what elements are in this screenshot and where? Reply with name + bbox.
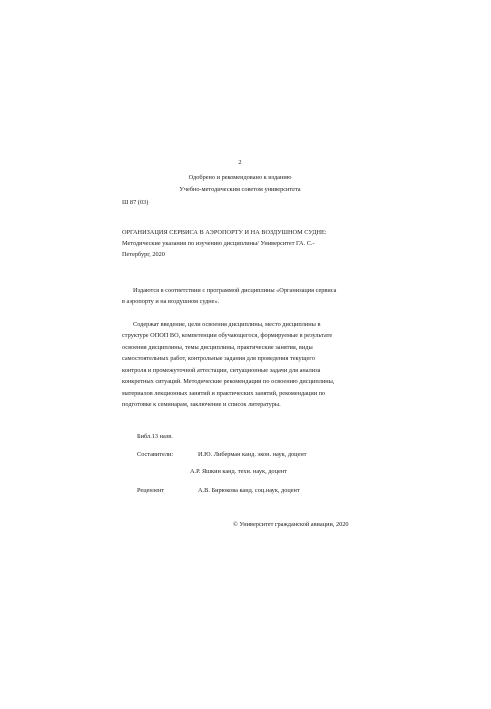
reviewer-name: А.В. Бирюкова канд. соц.наук, доцент <box>198 487 300 494</box>
intro-line-1: Издаются в соответствии с программой дисциплины «Организация сервиса <box>133 287 337 294</box>
contents-line-5: контроля и промежуточной аттестации, ситуационные задачи для анализа <box>122 367 321 374</box>
bibliography-count: Библ.13 назв. <box>137 433 173 440</box>
compiler-1: И.Ю. Либерман канд. экон. наук, доцент <box>198 451 307 458</box>
classification-code: Ш 87 (03) <box>122 199 149 206</box>
compilers-label: Составители: <box>137 451 174 458</box>
contents-line-3: освоения дисциплины, темы дисциплины, практические занятия, виды <box>122 344 313 351</box>
contents-line-8: подготовке к семинарам, заключение и список литературы. <box>122 401 281 408</box>
contents-line-2: структуре ОПОП ВО, компетенции обучающегося, формируемые в результате <box>122 332 333 339</box>
copyright-line: © Университет гражданской авиации, 2020 <box>233 521 349 528</box>
contents-line-1: Содержат введение, цели освоения дисциплины, место дисциплины в <box>133 321 321 328</box>
intro-line-2: в аэропорту и на воздушном судне». <box>122 298 220 305</box>
approval-line-2: Учебно-методическим советом университета <box>179 186 301 193</box>
compiler-2: А.Р. Яшкин канд. техн. наук, доцент <box>190 468 287 475</box>
title-line-2: Методические указания по изучению дисциплины/ Университет ГА. С.- <box>122 240 315 247</box>
contents-line-6: конкретных ситуаций. Методические рекомендации по освоению дисциплины, <box>122 378 335 385</box>
page-number: 2 <box>238 159 242 166</box>
approval-line-1: Одобрено и рекомендовано к изданию <box>188 174 292 181</box>
title-line-3: Петербург, 2020 <box>122 251 165 258</box>
title-line-1: ОРГАНИЗАЦИЯ СЕРВИСА В АЭРОПОРТУ И НА ВОЗДУШНОМ СУДНЕ: <box>122 229 327 236</box>
contents-line-7: материалов лекционных занятий и практических занятий, рекомендации по <box>122 390 326 397</box>
reviewer-label: Рецензент <box>137 487 165 494</box>
contents-line-4: самостоятельных работ, контрольные задания для проведения текущего <box>122 355 315 362</box>
